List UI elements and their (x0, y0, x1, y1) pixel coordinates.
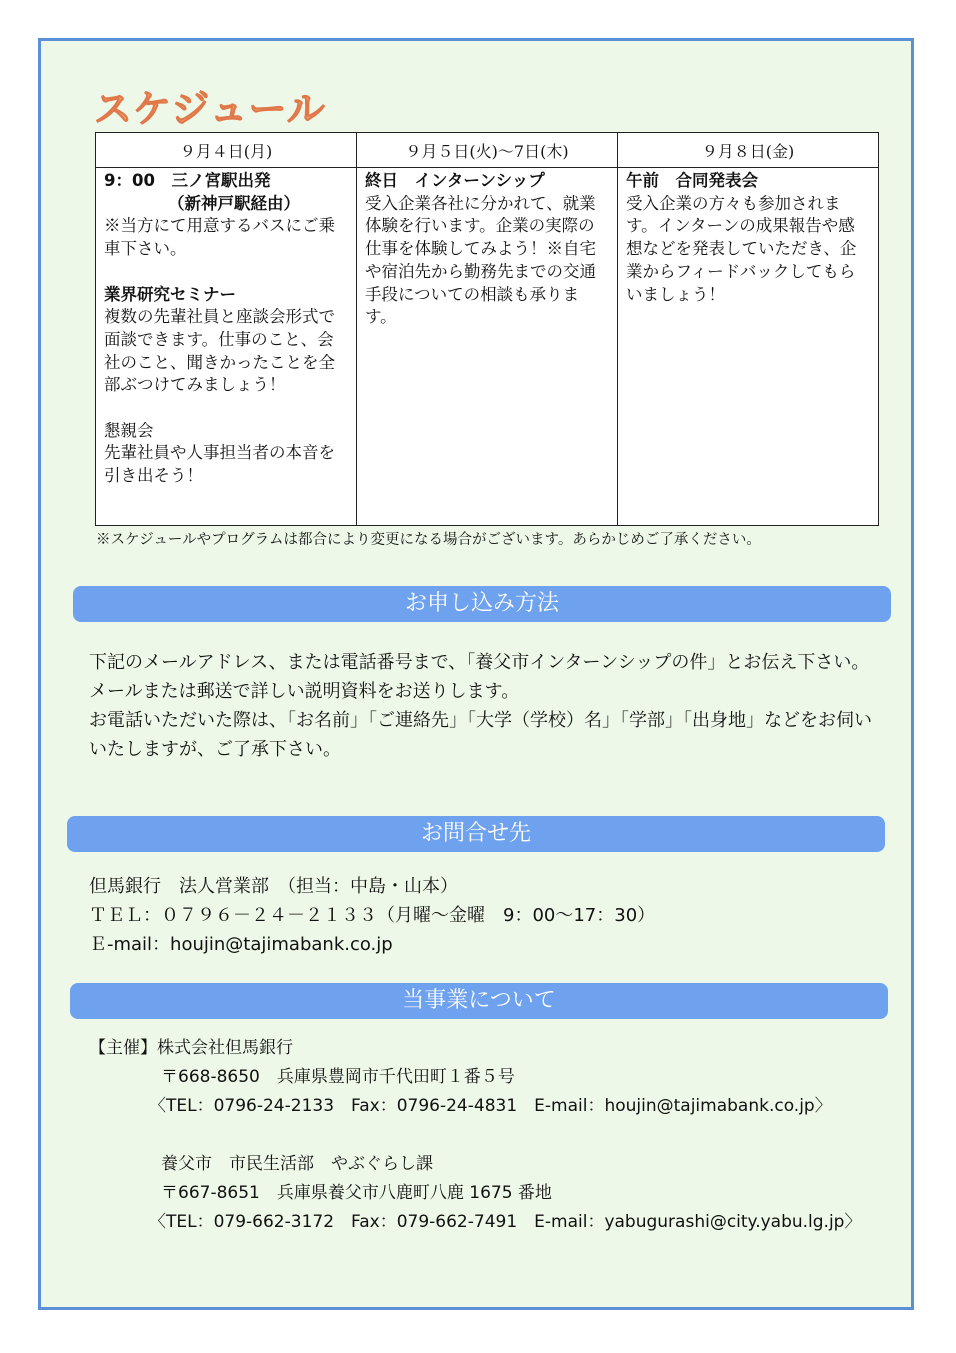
about-section-title: 当事業について (402, 988, 556, 1013)
day3-header: ９月８日(金) (618, 133, 879, 168)
day1-cell (96, 168, 357, 526)
apply-section-title: お申し込み方法 (404, 591, 559, 616)
day3-heading: 午前 合同発表会 (626, 171, 758, 190)
contact-org: 但馬銀行 法人営業部 （担当：中島・山本） (89, 876, 458, 897)
contact-email: Ｅ-mail：houjin@tajimabank.co.jp (89, 934, 393, 955)
day1-departure-heading: 9：00 三ノ宮駅出発 (104, 171, 271, 190)
day1-header: ９月４日(月) (96, 133, 357, 168)
day1-departure-text: ※当方にて用意するバスにご乗車下さい。 (104, 216, 335, 259)
about-city-org: 養父市 市民生活部 やぶぐらし課 (161, 1154, 433, 1174)
about-bank-address: 〒668-8650 兵庫県豊岡市千代田町１番５号 (161, 1067, 515, 1087)
about-bank-contact: 〈TEL：0796-24-2133 Fax：0796-24-4831 E-mail：houjin@tajimabank.co.jp〉 (149, 1096, 832, 1116)
day3-cell (618, 168, 879, 526)
apply-text (89, 648, 879, 764)
contact-section-bar (67, 816, 885, 852)
day2-text: 受入企業各社に分かれて、就業体験を行います。企業の実際の仕事を体験してみよう！※自宅や宿泊先から勤務先までの交通手段についての相談も承ります。 (365, 193, 596, 327)
day1-departure-via: （新神戸駅経由） (168, 193, 300, 213)
about-city-contact: 〈TEL：079-662-3172 Fax：079-662-7491 E-mail：yabugurashi@city.yabu.lg.jp〉 (149, 1212, 862, 1232)
day1-seminar-heading: 業界研究セミナー (104, 284, 236, 304)
schedule-table (95, 132, 879, 526)
day1-seminar-text: 複数の先輩社員と座談会形式で面談できます。仕事のこと、会社のこと、聞きかったことを全部ぶつけてみましょう！ (104, 307, 335, 395)
contact-tel: ＴＥＬ：０７９６－２４－２１３３（月曜～金曜 9：00～17：30） (89, 905, 656, 926)
contact-info (89, 872, 655, 959)
apply-text-2: メールまたは郵送で詳しい説明資料をお送りします。 (89, 681, 520, 702)
about-section-bar (70, 983, 888, 1019)
day2-heading: 終日 インターンシップ (365, 171, 545, 190)
day2-header: ９月５日(火)～7日(木) (357, 133, 618, 168)
day1-party-text: 先輩社員や人事担当者の本音を引き出そう！ (104, 443, 335, 486)
apply-text-3: お電話いただいた際は、「お名前」「ご連絡先」「大学（学校）名」「学部」「出身地」などをお伺いいたしますが、ご了承下さい。 (89, 710, 872, 760)
day3-text: 受入企業の方々も参加されます。インターンの成果報告や感想などを発表していただき、企業からフィードバックしてもらいましょう！ (626, 193, 857, 304)
about-city-address: 〒667-8651 兵庫県養父市八鹿町八鹿 1675 番地 (161, 1183, 552, 1203)
schedule-title: スケジュール (94, 87, 326, 131)
contact-section-title: お問合せ先 (420, 821, 531, 846)
apply-section-bar (73, 586, 891, 622)
about-organizer: 【主催】株式会社但馬銀行 (89, 1038, 293, 1058)
schedule-note: ※スケジュールやプログラムは都合により変更になる場合がございます。あらかじめご了承ください。 (96, 532, 761, 548)
apply-text-1: 下記のメールアドレス、または電話番号まで、「養父市インターンシップの件」とお伝え下さい。 (89, 652, 870, 673)
day1-party-heading: 懇親会 (104, 420, 154, 440)
day2-cell (357, 168, 618, 526)
about-info (89, 1034, 861, 1237)
